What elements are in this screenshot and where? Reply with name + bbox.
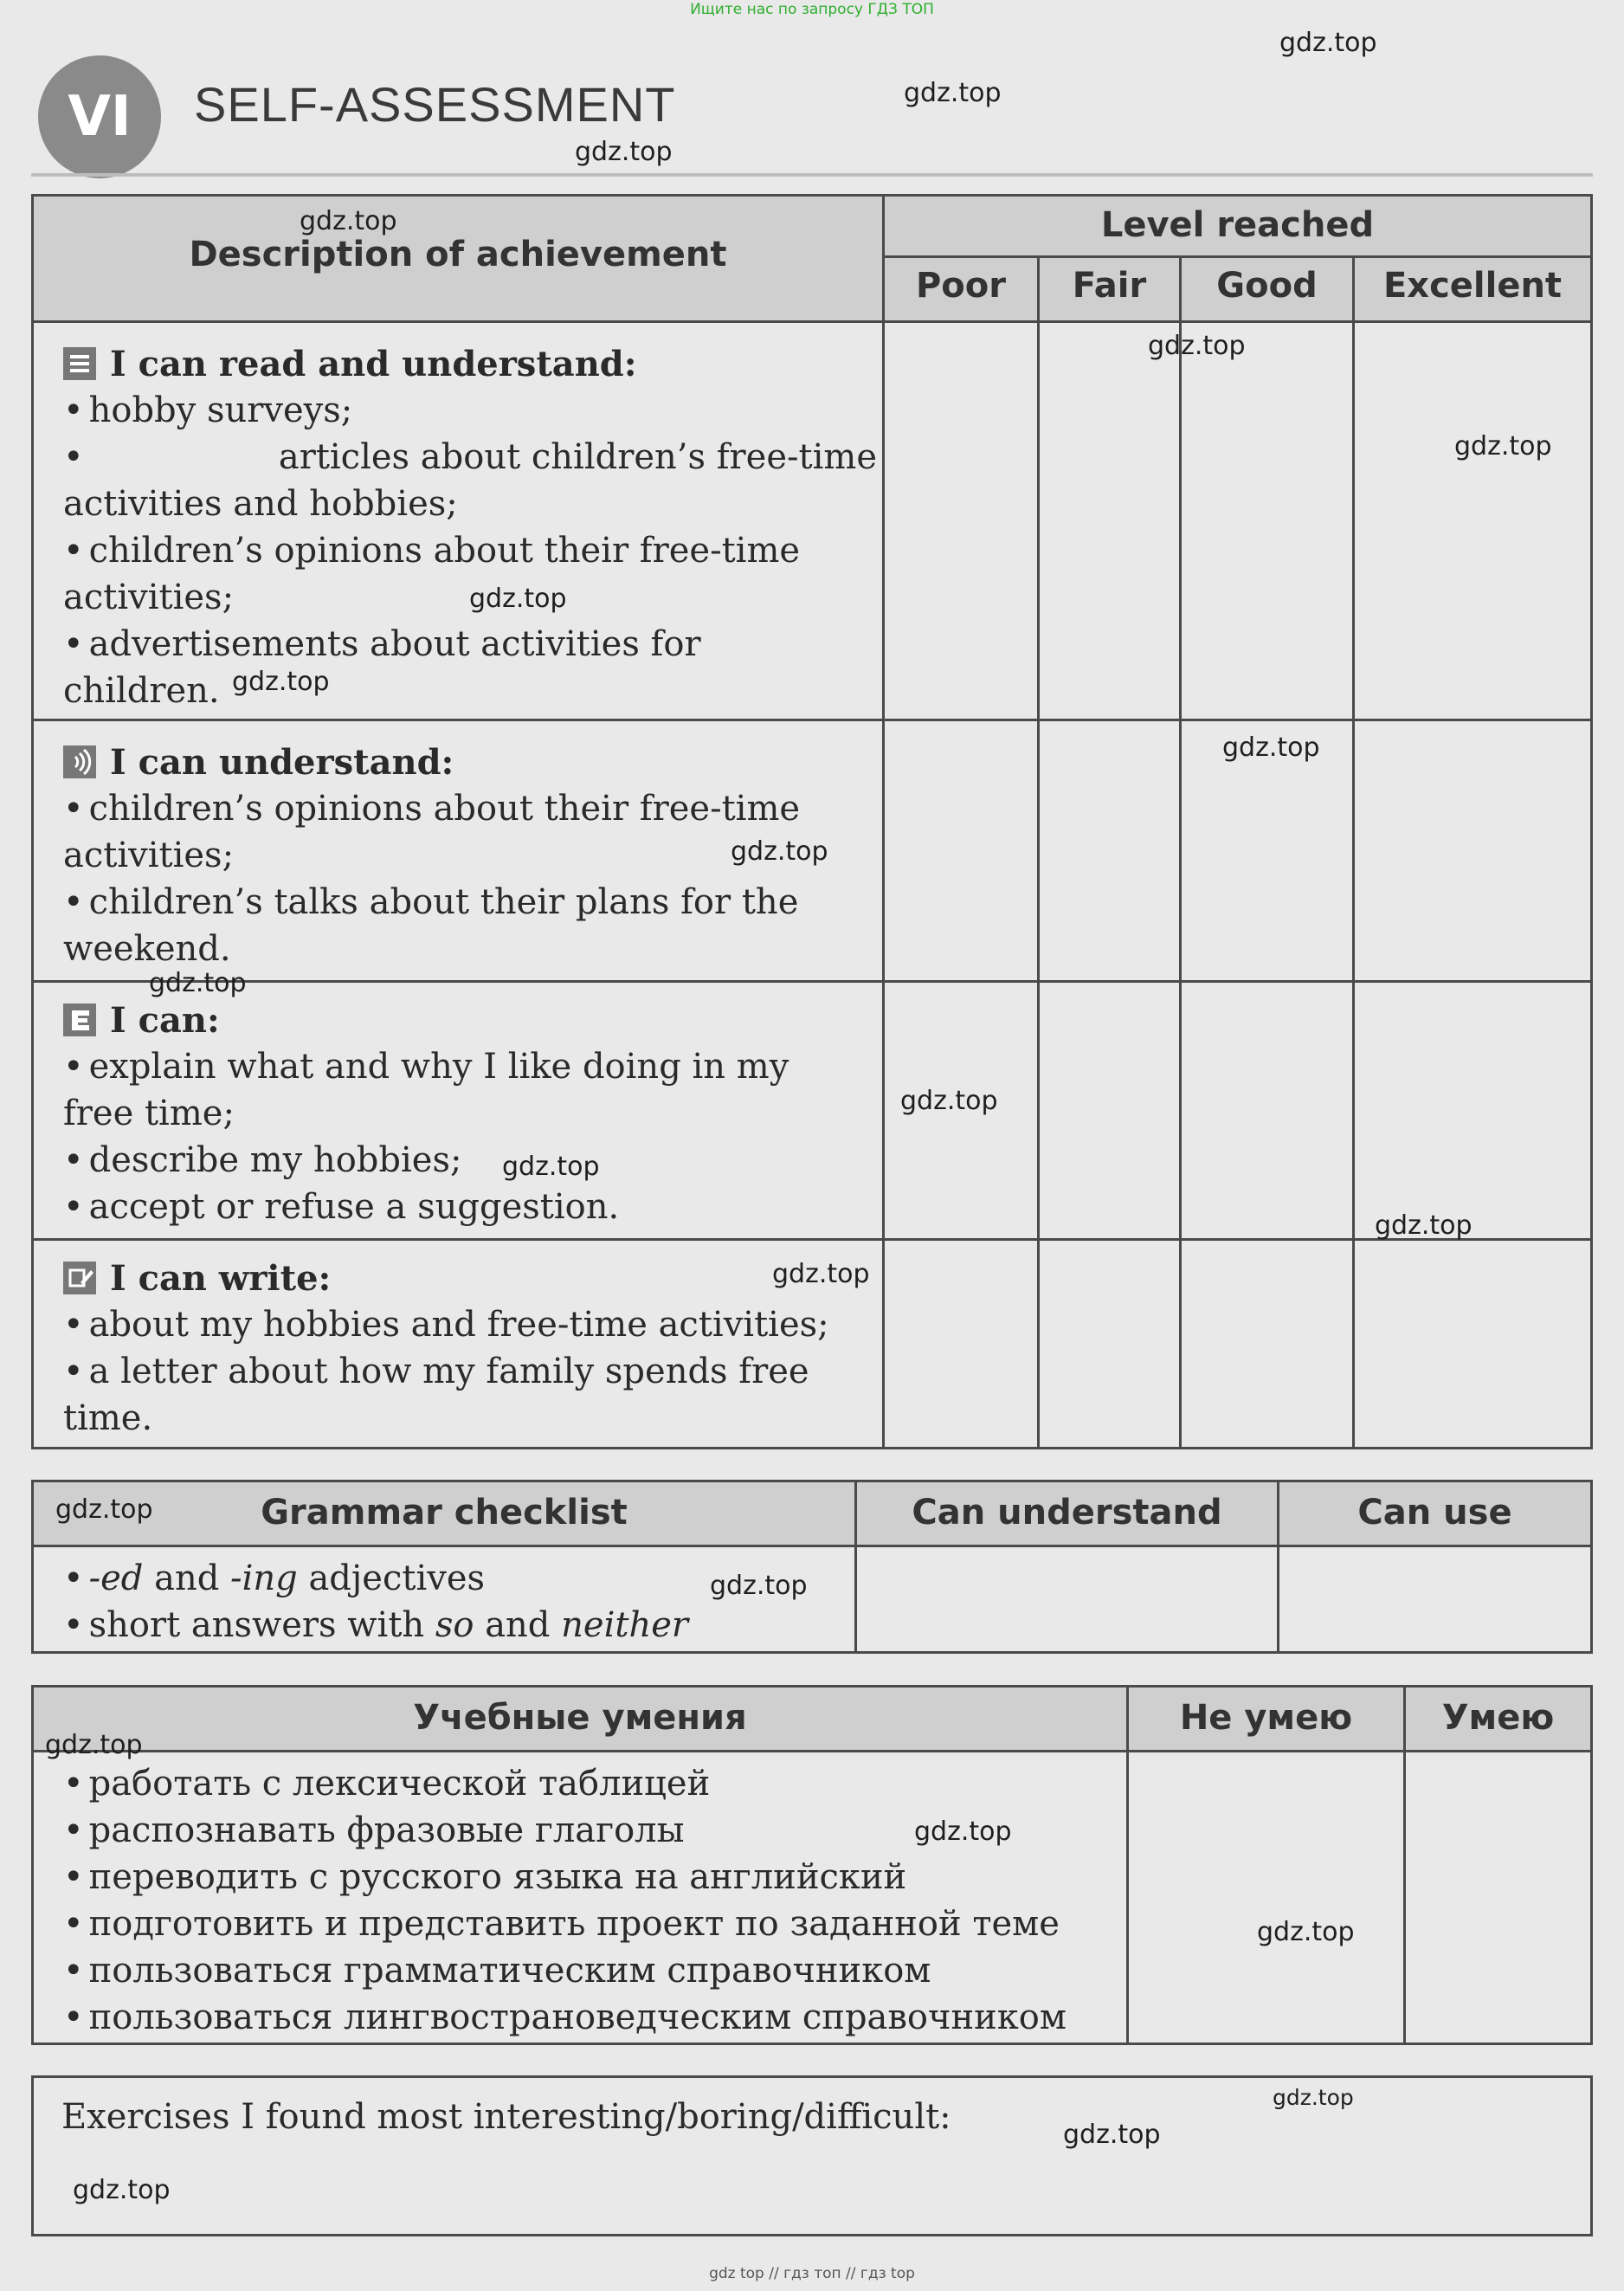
list-item: activities; xyxy=(63,836,235,875)
watermark: gdz.top xyxy=(1375,1210,1473,1241)
list-item: • accept or refuse a suggestion. xyxy=(63,1184,877,1230)
can-use-header: Can use xyxy=(1357,1493,1512,1533)
watermark: gdz.top xyxy=(1273,2085,1354,2110)
speaking-block xyxy=(63,997,877,1230)
cannot-do-header: Не умею xyxy=(1179,1698,1353,1738)
reading-block xyxy=(63,340,877,714)
list-item: • подготовить и представить проект по заданной теме xyxy=(63,1901,1119,1947)
can-understand-header: Can understand xyxy=(912,1493,1222,1533)
list-item: • articles about children’s free-time xyxy=(63,434,877,481)
exercises-feedback-box[interactable] xyxy=(31,2075,1593,2236)
watermark: gdz.top xyxy=(914,1817,1012,1847)
watermark: gdz.top xyxy=(502,1152,600,1182)
footer-links[interactable]: gdz top // гдз топ // гдз top xyxy=(709,2265,915,2282)
watermark: gdz.top xyxy=(232,667,330,697)
watermark: gdz.top xyxy=(1063,2120,1161,2150)
reading-icon xyxy=(63,347,96,380)
watermark: gdz.top xyxy=(1279,28,1377,58)
speaking-icon xyxy=(63,1004,96,1036)
list-item: • пользоваться лингвострановедческим справочником xyxy=(63,1994,1119,2041)
reading-block-title: I can read and understand: xyxy=(63,340,877,387)
exercises-label: Exercises I found most interesting/boring/difficult: xyxy=(61,2097,951,2137)
watermark: gdz.top xyxy=(575,137,673,167)
unit-number-badge: VI xyxy=(38,55,161,178)
list-item: • переводить с русского языка на английский xyxy=(63,1854,1119,1901)
list-item: • -ed and -ing adjectives xyxy=(63,1555,842,1602)
level-excellent-header: Excellent xyxy=(1382,266,1563,306)
listening-block-title: I can understand: xyxy=(63,739,877,785)
list-item: activities; xyxy=(63,578,235,617)
list-item: • пользоваться грамматическим справочником xyxy=(63,1947,1119,1994)
watermark: gdz.top xyxy=(1454,431,1552,461)
watermark: gdz.top xyxy=(904,78,1002,108)
watermark: gdz.top xyxy=(900,1086,998,1116)
list-item: • short answers with so and neither xyxy=(63,1602,842,1649)
list-item: • advertisements about activities for xyxy=(63,621,877,668)
writing-block-title: I can write: xyxy=(63,1255,877,1301)
list-item: • about my hobbies and free-time activities; xyxy=(63,1301,877,1348)
list-item: • распознавать фразовые глаголы xyxy=(63,1807,1119,1854)
level-poor-header: Poor xyxy=(915,266,1006,306)
list-item: • children’s opinions about their free-time xyxy=(63,785,877,832)
watermark: gdz.top xyxy=(772,1259,870,1289)
study-skills-header: Учебные умения xyxy=(413,1698,747,1738)
can-do-header: Умею xyxy=(1441,1698,1555,1738)
level-reached-header: Level reached xyxy=(1100,205,1375,245)
watermark: gdz.top xyxy=(731,836,828,867)
list-item: free time; xyxy=(63,1094,235,1133)
list-item: children. xyxy=(63,671,220,711)
header-divider xyxy=(31,173,1593,177)
watermark: gdz.top xyxy=(73,2175,171,2205)
list-item: • explain what and why I like doing in my xyxy=(63,1043,877,1090)
writing-icon xyxy=(63,1262,96,1294)
watermark: gdz.top xyxy=(710,1571,808,1601)
list-item: • a letter about how my family spends free xyxy=(63,1348,877,1395)
level-fair-header: Fair xyxy=(1072,266,1147,306)
study-skills-table xyxy=(31,1685,1593,2045)
speaking-block-title: I can: xyxy=(63,997,877,1043)
list-item: • describe my hobbies; xyxy=(63,1137,877,1184)
listening-icon xyxy=(63,745,96,778)
list-item: weekend. xyxy=(63,929,231,969)
list-item: • работать с лексической таблицей xyxy=(63,1760,1119,1807)
watermark: gdz.top xyxy=(55,1494,153,1525)
list-item: • children’s talks about their plans for the xyxy=(63,879,877,926)
grammar-checklist-header: Grammar checklist xyxy=(261,1493,628,1533)
writing-block xyxy=(63,1255,877,1442)
list-item: • children’s opinions about their free-time xyxy=(63,527,877,574)
watermark: gdz.top xyxy=(149,968,247,998)
top-banner[interactable]: Ищите нас по запросу ГДЗ ТОП xyxy=(690,1,934,18)
description-header: Description of achievement xyxy=(189,235,727,274)
watermark: gdz.top xyxy=(300,206,397,236)
list-item: • hobby surveys; xyxy=(63,387,877,434)
list-item: time. xyxy=(63,1398,153,1438)
watermark: gdz.top xyxy=(45,1730,143,1760)
watermark: gdz.top xyxy=(469,584,567,614)
grammar-checklist-table xyxy=(31,1480,1593,1654)
watermark: gdz.top xyxy=(1222,732,1320,763)
watermark: gdz.top xyxy=(1257,1917,1355,1947)
page-title: SELF-ASSESSMENT xyxy=(194,77,676,132)
list-item: activities and hobbies; xyxy=(63,484,458,524)
watermark: gdz.top xyxy=(1148,331,1246,361)
level-good-header: Good xyxy=(1216,266,1318,306)
